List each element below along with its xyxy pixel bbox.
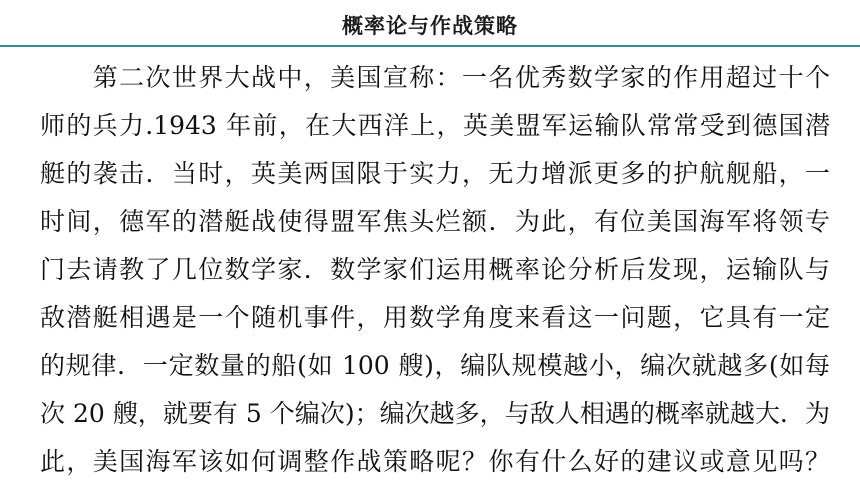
paragraph-line: 师的兵力.1943 年前，在大西洋上，英美盟军运输队常常受到德国潜: [40, 111, 830, 140]
paragraph-line: 艇的袭击．当时，英美两国限于实力，无力增派更多的护航舰船，一: [40, 159, 830, 188]
paragraph-line: 次 20 艘，就要有 5 个编次)；编次越多，与敌人相遇的概率就越大．为: [40, 399, 830, 428]
paragraph-line: 敌潜艇相遇是一个随机事件，用数学角度来看这一问题，它具有一定: [40, 303, 830, 332]
title-bar: [0, 0, 860, 46]
title-divider: [0, 45, 860, 47]
paragraph-line: 门去请教了几位数学家．数学家们运用概率论分析后发现，运输队与: [40, 255, 830, 284]
paragraph-line: 第二次世界大战中，美国宣称：一名优秀数学家的作用超过十个: [40, 63, 830, 92]
page-title: 概率论与作战策略: [342, 14, 518, 38]
paragraph: [40, 54, 830, 484]
paragraph-line: 的规律．一定数量的船(如 100 艘)，编队规模越小，编次就越多(如每: [40, 351, 830, 380]
paragraph-line: 此，美国海军该如何调整作战策略呢？你有什么好的建议或意见吗？: [40, 447, 830, 476]
paragraph-line: 时间，德军的潜艇战使得盟军焦头烂额．为此，有位美国海军将领专: [40, 207, 830, 236]
